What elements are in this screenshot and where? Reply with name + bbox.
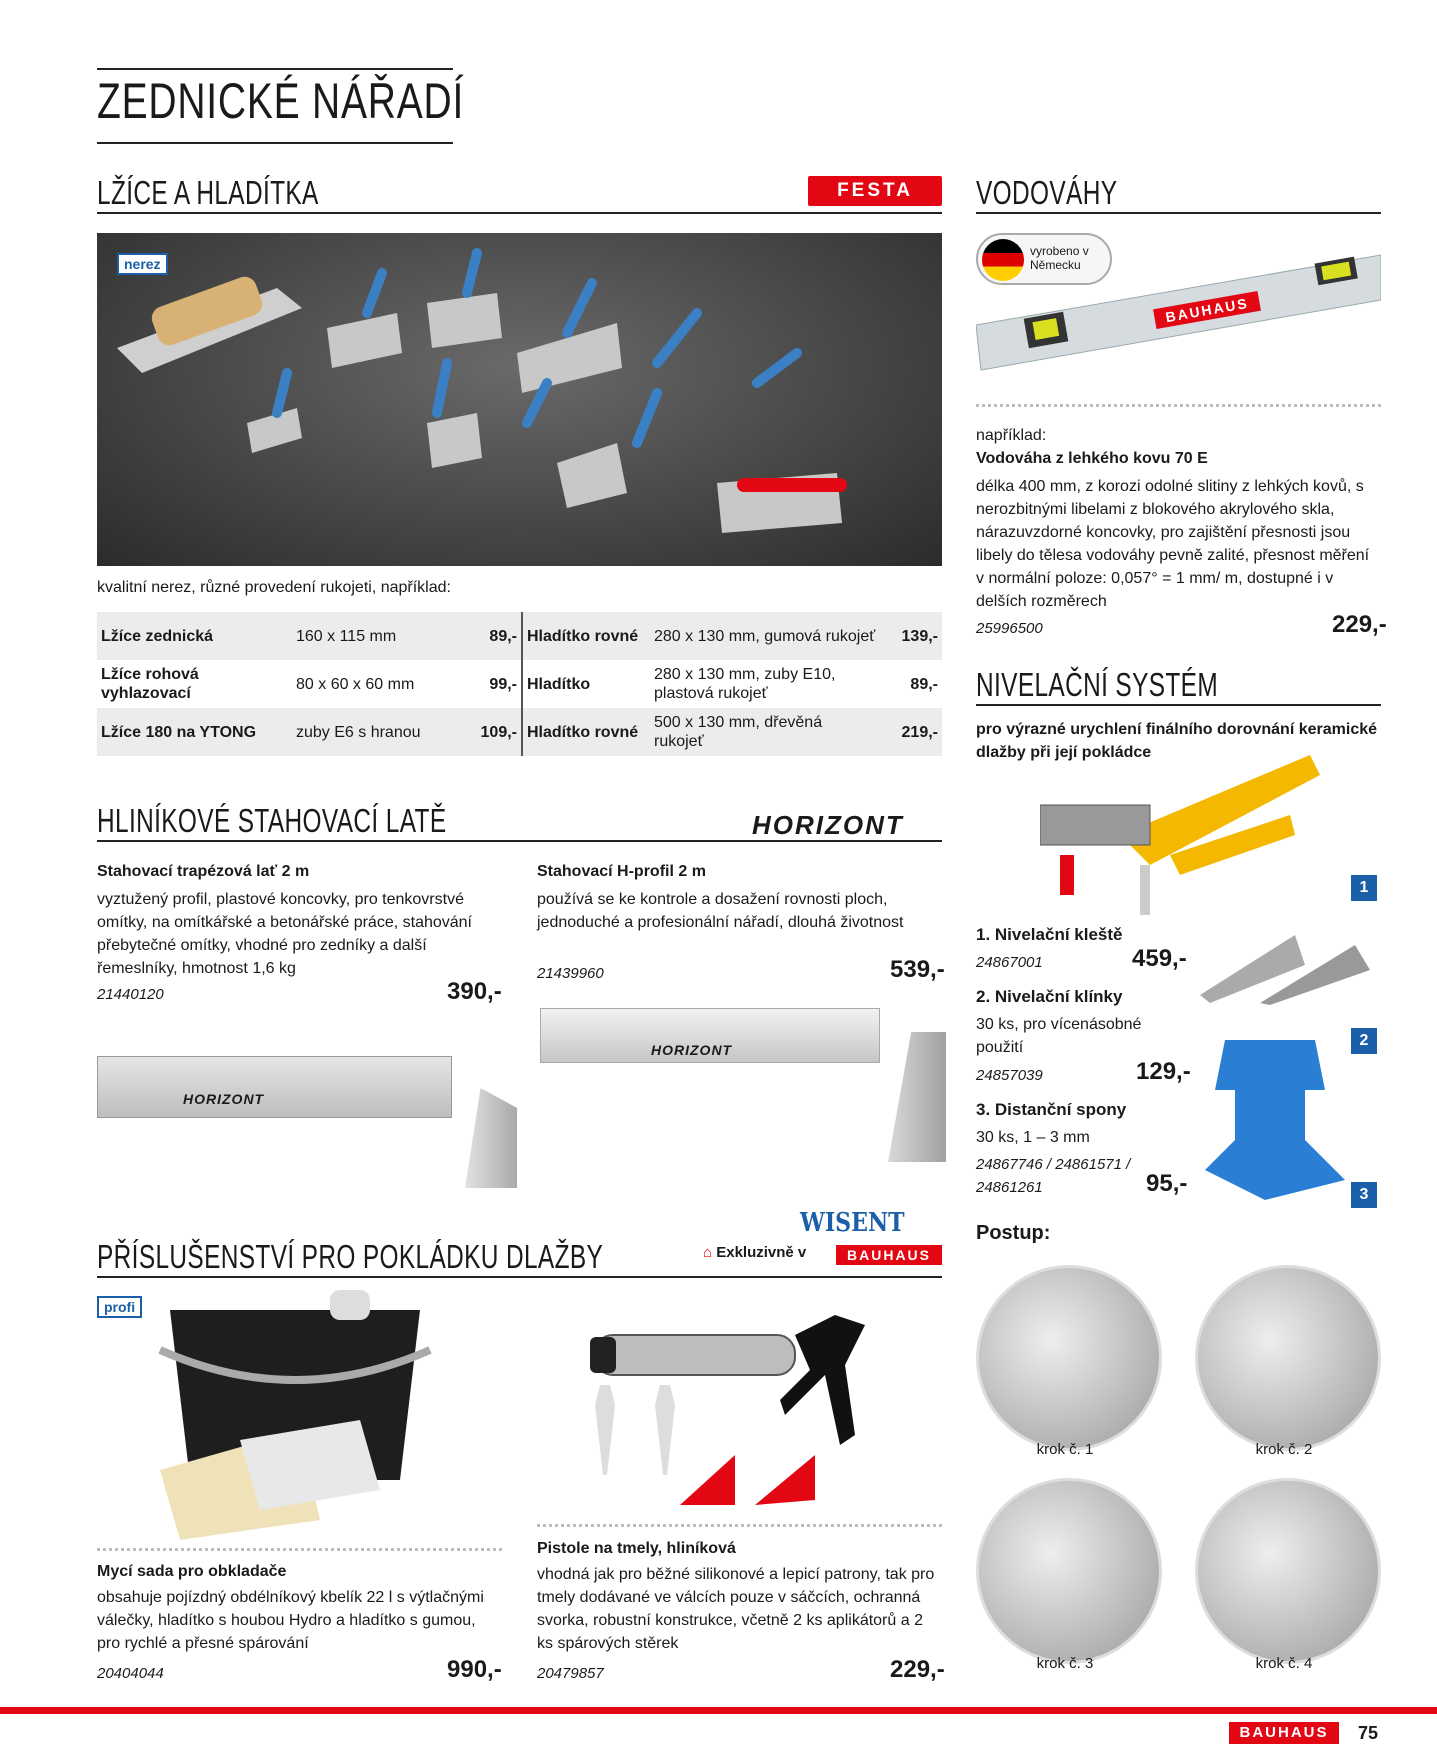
- product-price: 95,-: [1146, 1170, 1188, 1197]
- section-heading-alu: HLINÍKOVÉ STAHOVACÍ LATĚ: [97, 802, 447, 839]
- horizont-label: HORIZONT: [183, 1091, 265, 1107]
- product-price: 539,-: [890, 956, 945, 983]
- profi-tag: profi: [97, 1296, 142, 1318]
- product-code: 24867746 / 24861571 / 24861261: [976, 1156, 1131, 1196]
- table-row: [97, 708, 942, 756]
- section-rule: [976, 704, 1381, 706]
- dotted-separator: [976, 404, 1381, 407]
- product-name: Pistole na tmely, hliníková: [537, 1540, 736, 1557]
- product-code: 24857039: [976, 1067, 1043, 1084]
- festa-logo: FESTA: [808, 176, 942, 206]
- step-3-image: [976, 1478, 1162, 1664]
- trowels-intro: kvalitní nerez, různé provedení rukojeti, například:: [97, 579, 451, 596]
- horizont-label: HORIZONT: [651, 1042, 733, 1058]
- h-profile-cross-section: [888, 1032, 946, 1162]
- exclusive-bauhaus-logo: BAUHAUS: [836, 1245, 942, 1265]
- item-number-badge: 1: [1351, 875, 1377, 901]
- bauhaus-house-icon: ⌂: [703, 1244, 713, 1261]
- dotted-separator: [97, 1548, 502, 1551]
- washing-set-image: [150, 1290, 440, 1540]
- page-title: ZEDNICKÉ NÁŘADÍ: [97, 73, 465, 129]
- item-size: zuby E6 s hranou: [292, 708, 462, 756]
- section-rule: [976, 212, 1381, 214]
- product-desc: vhodná jak pro běžné silikonové a lepicí patrony, tak pro tmely dodávané ve válcích pouze v sáčcích, ochranná svorka, robustní konstrukce, včetně 2 ks aplikátorů a 2 ks spárových stěrek: [537, 1566, 935, 1652]
- title-bottom-rule: [97, 142, 453, 144]
- step-4-image: [1195, 1478, 1381, 1664]
- step-caption: krok č. 2: [1255, 1441, 1313, 1458]
- step-caption: krok č. 3: [1036, 1655, 1094, 1672]
- footer-bauhaus-logo: BAUHAUS: [1229, 1722, 1339, 1744]
- section-rule: [97, 1276, 942, 1278]
- exclusive-text: Exkluzivně v: [716, 1244, 807, 1261]
- table-row: [97, 612, 942, 660]
- item-price: 109,-: [462, 708, 522, 756]
- footer-red-bar: [0, 1707, 1437, 1714]
- product-price: 390,-: [447, 978, 502, 1005]
- trowels-illustration: [97, 233, 942, 566]
- product-name: Mycí sada pro obkladače: [97, 1563, 287, 1580]
- level-bauhaus-logo: BAUHAUS: [1153, 291, 1261, 329]
- item-size: 280 x 130 mm, zuby E10, plastová rukojeť: [654, 666, 836, 702]
- section-rule: [97, 840, 942, 842]
- leveling-wedges-image: [1195, 925, 1385, 1005]
- product-price: 990,-: [447, 1656, 502, 1683]
- step-1-image: [976, 1265, 1162, 1451]
- trapezoid-screed-image: [97, 1056, 452, 1118]
- section-rule: [97, 212, 942, 214]
- product-code: 20404044: [97, 1665, 164, 1682]
- item-size: 160 x 115 mm: [292, 612, 462, 660]
- product-price: 129,-: [1136, 1058, 1191, 1085]
- item-price: 89,-: [910, 675, 938, 693]
- product-name: 2. Nivelační klínky: [976, 987, 1123, 1006]
- leveling-pliers-image: [1040, 755, 1330, 915]
- caulk-gun-image: [585, 1305, 875, 1515]
- step-caption: krok č. 4: [1255, 1655, 1313, 1672]
- product-name: Stahovací trapézová lať 2 m: [97, 863, 310, 880]
- badge-text: vyrobeno v Německu: [1030, 244, 1089, 272]
- trowels-photo: [97, 233, 942, 566]
- section-heading-accessories: PŘÍSLUŠENSTVÍ PRO POKLÁDKU DLAŽBY: [97, 1238, 604, 1275]
- item-size: 80 x 60 x 60 mm: [296, 675, 415, 693]
- dotted-separator: [537, 1524, 942, 1527]
- item-number-badge: 2: [1351, 1028, 1377, 1054]
- step-caption: krok č. 1: [1036, 1441, 1094, 1458]
- section-heading-trowels: LŽÍCE A HLADÍTKA: [97, 174, 319, 211]
- product-desc: vyztužený profil, plastové koncovky, pro tenkovrstvé omítky, na omítkářské a betonářské práce, stahování přebytečné omítky, vhodné pro zedníky a další řemeslníky, hmotnost 1,6 kg: [97, 891, 472, 977]
- horizont-logo: HORIZONT: [752, 810, 904, 840]
- item-name: Hladítko rovné: [522, 612, 650, 660]
- product-name: Stahovací H-profil 2 m: [537, 863, 706, 880]
- product-desc: používá se ke kontrole a dosažení rovnosti ploch, jednoduché a profesionální nářadí, dlouhá životnost: [537, 891, 904, 931]
- item-price: 89,-: [462, 612, 522, 660]
- product-desc: 30 ks, pro vícenásobné použití: [976, 1016, 1142, 1056]
- product-name: 3. Distanční spony: [976, 1100, 1127, 1119]
- page-number: 75: [1358, 1723, 1379, 1743]
- item-price: 99,-: [462, 660, 522, 708]
- item-price: 219,-: [880, 708, 942, 756]
- item-name: Hladítko: [527, 675, 591, 693]
- h-profile-image: [540, 1008, 880, 1063]
- steps-title: Postup:: [976, 1222, 1051, 1244]
- section-heading-levels: VODOVÁHY: [976, 174, 1118, 211]
- product-code: 20479857: [537, 1665, 604, 1682]
- product-price: 459,-: [1132, 945, 1187, 972]
- example-label: například:: [976, 427, 1047, 444]
- item-price: 139,-: [880, 612, 942, 660]
- section-heading-leveling: NIVELAČNÍ SYSTÉM: [976, 666, 1219, 703]
- product-desc: obsahuje pojízdný obdélníkový kbelík 22 l s výtlačnými válečky, hladítko s houbou Hydro a hladítko s gumou, pro rychlé a přesné spárování: [97, 1589, 484, 1652]
- exclusive-label: [703, 1244, 806, 1261]
- table-row: [97, 660, 942, 708]
- product-price: 229,-: [890, 1656, 945, 1683]
- nerez-tag: nerez: [117, 253, 168, 275]
- item-name: Hladítko rovné: [522, 708, 650, 756]
- item-size: 500 x 130 mm, dřevěná rukojeť: [650, 708, 880, 756]
- trowels-table: [97, 612, 942, 756]
- product-code: 25996500: [976, 620, 1043, 637]
- item-name: Lžíce rohová vyhlazovací: [101, 666, 199, 702]
- item-size: 280 x 130 mm, gumová rukojeť: [650, 612, 880, 660]
- profile-cross-section: [465, 1088, 517, 1188]
- product-desc: délka 400 mm, z korozi odolné slitiny z lehkých kovů, s nerozbitnými libelami z blokového akrylového skla, nárazuvzdorné koncovky, pro zajištění přesnosti jsou libely do tělesa vodováhy pevně zalité, přesnost měření v normální poloze: 0,057° = 1 mm/ m, dostupné i v delších rozměrech: [976, 478, 1370, 610]
- title-top-rule: [97, 68, 453, 70]
- product-name: Vodováha z lehkého kovu 70 E: [976, 450, 1208, 467]
- item-number-badge: 3: [1351, 1182, 1377, 1208]
- product-price: 229,-: [1332, 611, 1387, 638]
- product-code: 24867001: [976, 954, 1043, 971]
- leveling-intro: pro výrazné urychlení finálního dorovnání keramické dlažby při její pokládce: [976, 721, 1378, 761]
- step-2-image: [1195, 1265, 1381, 1451]
- product-code: 21440120: [97, 986, 164, 1003]
- product-desc: 30 ks, 1 – 3 mm: [976, 1129, 1090, 1146]
- wisent-logo: WISENT: [800, 1208, 905, 1238]
- product-code: 21439960: [537, 965, 604, 982]
- spacer-clip-image: [1205, 1030, 1345, 1200]
- item-name: Lžíce zednická: [97, 612, 292, 660]
- product-name: 1. Nivelační kleště: [976, 925, 1123, 944]
- item-name: Lžíce 180 na YTONG: [97, 708, 292, 756]
